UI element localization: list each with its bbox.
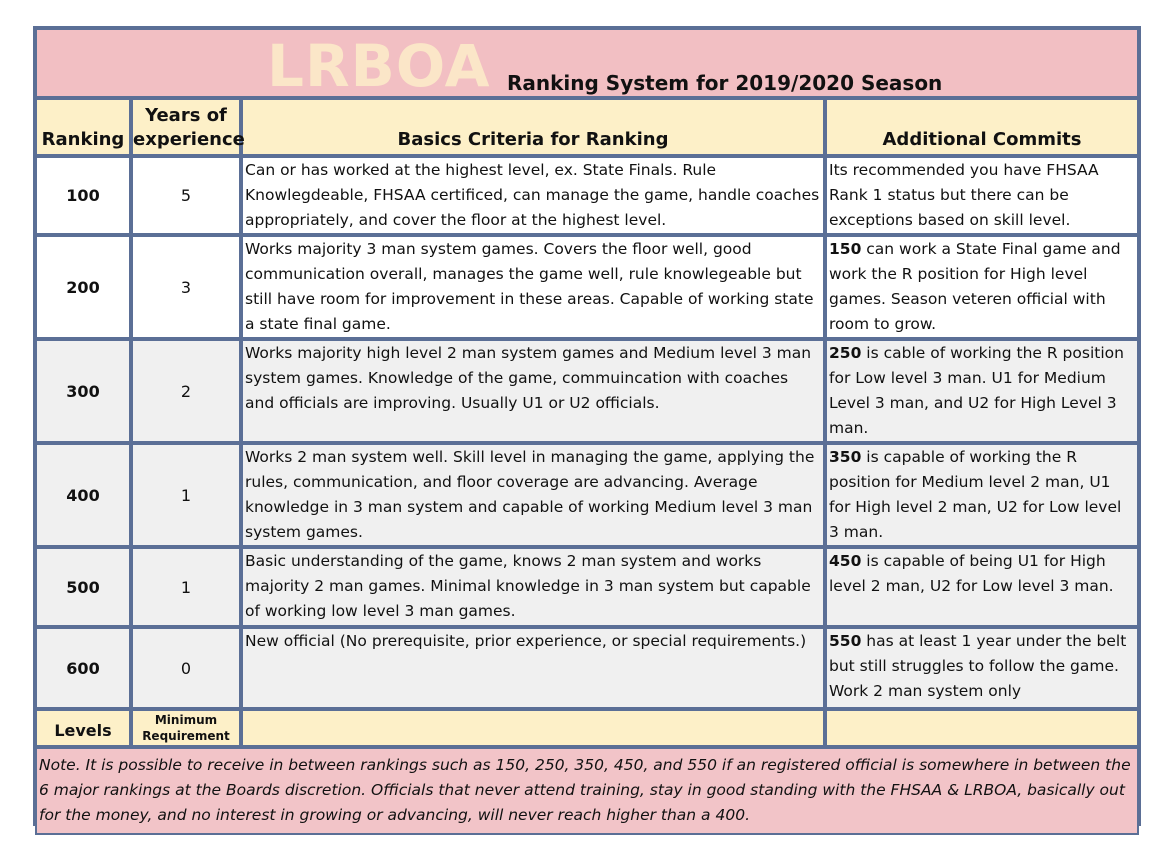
- header-row: [35, 98, 1139, 156]
- levels-label: Levels: [35, 709, 131, 747]
- table-row: [35, 443, 1139, 547]
- levels-empty-additional: [825, 709, 1139, 747]
- header-additional: Additional Commits: [825, 98, 1139, 156]
- additional-text: is capable of working the R position for Medium level 2 man, U1 for High level 2 man, U2 for Low level 3 man.: [829, 448, 1122, 541]
- additional-text: can work a State Final game and work the R position for High level games. Season veteren official with room to grow.: [829, 240, 1121, 333]
- additional-rank: 150: [829, 240, 862, 258]
- title-row: [35, 28, 1139, 98]
- table-row: [35, 547, 1139, 627]
- years-value: 5: [131, 156, 241, 235]
- page-title: Ranking System for 2019/2020 Season: [507, 71, 943, 95]
- additional-rank: 450: [829, 552, 862, 570]
- table-row: [35, 627, 1139, 709]
- years-value: 0: [131, 627, 241, 709]
- criteria-text: Works majority 3 man system games. Covers the floor well, good communication overall, manages the game well, rule knowlegeable but still have room for improvement in these areas. Capable of working state a state final game.: [241, 235, 825, 339]
- years-value: 1: [131, 443, 241, 547]
- minimum-requirement-label: [131, 709, 241, 747]
- criteria-text: Basic understanding of the game, knows 2 man system and works majority 2 man games. Minimal knowledge in 3 man system but capable of working low level 3 man games.: [241, 547, 825, 627]
- ranking-value: 300: [35, 339, 131, 443]
- additional-cell: [825, 627, 1139, 709]
- table-row: [35, 339, 1139, 443]
- note-text: Note. It is possible to receive in between rankings such as 150, 250, 350, 450, and 550 if an registered official is somewhere in between the 6 major rankings at the Boards discretion. Officials that never attend training, stay in good standing with the FHSAA & LRBOA, basically out for the money, and no interest in growing or advancing, will never reach higher than a 400.: [35, 747, 1139, 835]
- lrboa-logo-text: LRBOA: [267, 32, 491, 100]
- ranking-value: 400: [35, 443, 131, 547]
- additional-text: has at least 1 year under the belt but still struggles to follow the game. Work 2 man system only: [829, 632, 1127, 700]
- levels-row: [35, 709, 1139, 747]
- title-cell: [35, 28, 1139, 98]
- additional-rank: 550: [829, 632, 862, 650]
- criteria-text: New official (No prerequisite, prior experience, or special requirements.): [241, 627, 825, 709]
- header-years-line2: experience: [133, 129, 245, 150]
- additional-rank: 350: [829, 448, 862, 466]
- criteria-text: Works majority high level 2 man system games and Medium level 3 man system games. Knowledge of the game, commuincation with coaches and officials are improving. Usually U1 or U2 officials.: [241, 339, 825, 443]
- ranking-value: 200: [35, 235, 131, 339]
- minimum-line1: Minimum: [154, 713, 218, 727]
- additional-text: is capable of being U1 for High level 2 man, U2 for Low level 3 man.: [829, 552, 1114, 595]
- note-row: [35, 747, 1139, 835]
- header-criteria: Basics Criteria for Ranking: [241, 98, 825, 156]
- table-row: [35, 156, 1139, 235]
- criteria-text: Works 2 man system well. Skill level in managing the game, applying the rules, communication, and floor coverage are advancing. Average knowledge in 3 man system and capable of working Medium level 3 man system games.: [241, 443, 825, 547]
- additional-cell: [825, 339, 1139, 443]
- years-value: 1: [131, 547, 241, 627]
- levels-empty-criteria: [241, 709, 825, 747]
- criteria-text: Can or has worked at the highest level, ex. State Finals. Rule Knowlegdeable, FHSAA certificed, can manage the game, handle coaches appropriately, and cover the floor at the highest level.: [241, 156, 825, 235]
- ranking-value: 100: [35, 156, 131, 235]
- additional-cell: [825, 235, 1139, 339]
- ranking-value: 600: [35, 627, 131, 709]
- minimum-line2: Requirement: [142, 729, 230, 743]
- ranking-table-frame: [33, 26, 1141, 826]
- additional-text: is cable of working the R position for Low level 3 man. U1 for Medium Level 3 man, and U2 for High Level 3 man.: [829, 344, 1124, 437]
- additional-rank: 250: [829, 344, 862, 362]
- header-years-line1: Years of: [145, 105, 227, 126]
- additional-cell: [825, 547, 1139, 627]
- additional-cell: [825, 156, 1139, 235]
- header-years: [131, 98, 245, 156]
- ranking-table: [35, 28, 1139, 835]
- years-value: 3: [131, 235, 241, 339]
- table-row: [35, 235, 1139, 339]
- additional-cell: [825, 443, 1139, 547]
- header-ranking: Ranking: [35, 98, 131, 156]
- years-value: 2: [131, 339, 241, 443]
- ranking-value: 500: [35, 547, 131, 627]
- additional-text: Its recommended you have FHSAA Rank 1 status but there can be exceptions based on skill level.: [829, 161, 1099, 229]
